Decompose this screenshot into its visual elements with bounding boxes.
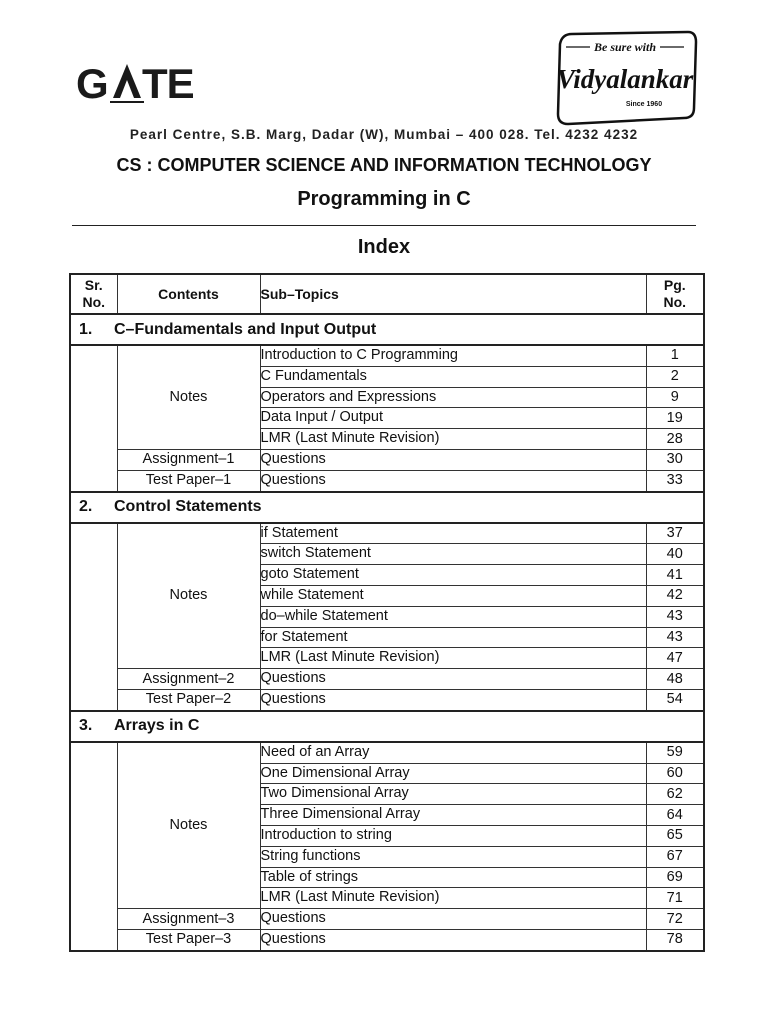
table-row	[70, 742, 704, 763]
page-number-cell: 65	[646, 825, 704, 846]
section-number: 3.	[79, 717, 93, 735]
section-number: 2.	[79, 498, 93, 516]
header-contents: Contents	[117, 274, 260, 314]
page-number-cell: 30	[646, 449, 704, 470]
subtopic-cell: LMR (Last Minute Revision)	[260, 648, 646, 669]
gate-logo	[76, 60, 198, 106]
section-title	[70, 314, 704, 345]
table-row	[70, 929, 704, 950]
table-row	[70, 689, 704, 710]
section-title	[70, 492, 704, 523]
subtopic-cell: One Dimensional Array	[260, 763, 646, 784]
page-number-cell: 28	[646, 429, 704, 450]
subtopic-cell: LMR (Last Minute Revision)	[260, 429, 646, 450]
page-number-cell: 19	[646, 408, 704, 429]
page-number-cell: 72	[646, 909, 704, 930]
page-number-cell: 62	[646, 784, 704, 805]
subtopic-cell: while Statement	[260, 585, 646, 606]
section-number: 1.	[79, 320, 93, 338]
section-row	[70, 492, 704, 523]
notes-label: Notes	[117, 742, 260, 909]
page-number-cell: 60	[646, 763, 704, 784]
header-sr-no: Sr. No.	[70, 274, 117, 314]
course-title: CS : COMPUTER SCIENCE AND INFORMATION TECHNOLOGY	[116, 155, 652, 175]
subtopic-cell: LMR (Last Minute Revision)	[260, 888, 646, 909]
section-title-text: Control Statements	[114, 498, 262, 516]
page-number-cell: 64	[646, 805, 704, 826]
subtopic-cell: String functions	[260, 846, 646, 867]
page-number-cell: 59	[646, 742, 704, 763]
page-number-cell: 54	[646, 689, 704, 710]
assignment-label: Assignment–3	[117, 909, 260, 930]
test-paper-label: Test Paper–2	[117, 689, 260, 710]
subtopic-cell: goto Statement	[260, 565, 646, 586]
section-row	[70, 314, 704, 345]
subtopic-cell: Questions	[260, 909, 646, 930]
subject-title: Programming in C	[297, 188, 471, 210]
page-number-cell: 48	[646, 669, 704, 690]
page-number-cell: 9	[646, 387, 704, 408]
subtopic-cell: Introduction to string	[260, 825, 646, 846]
address-line: Pearl Centre, S.B. Marg, Dadar (W), Mumbai – 400 028. Tel. 4232 4232	[129, 127, 639, 142]
sr-no-cell	[70, 742, 117, 951]
page-number-cell: 1	[646, 345, 704, 366]
page-number-cell: 43	[646, 606, 704, 627]
table-row	[70, 449, 704, 470]
table-row	[70, 345, 704, 366]
page-number-cell: 37	[646, 523, 704, 544]
divider	[72, 225, 696, 226]
subtopic-cell: Need of an Array	[260, 742, 646, 763]
test-paper-label: Test Paper–3	[117, 929, 260, 950]
page-number-cell: 42	[646, 585, 704, 606]
subtopic-cell: Questions	[260, 929, 646, 950]
subtopic-cell: C Fundamentals	[260, 366, 646, 387]
page-number-cell: 71	[646, 888, 704, 909]
subtopic-cell: if Statement	[260, 523, 646, 544]
subtopic-cell: Data Input / Output	[260, 408, 646, 429]
subtopic-cell: Two Dimensional Array	[260, 784, 646, 805]
section-title	[70, 711, 704, 742]
page-number-cell: 69	[646, 867, 704, 888]
svg-text:G: G	[76, 60, 108, 106]
section-row	[70, 711, 704, 742]
table-row	[70, 669, 704, 690]
subtopic-cell: for Statement	[260, 627, 646, 648]
brand-tagline: Be sure with	[593, 40, 657, 54]
page-number-cell: 67	[646, 846, 704, 867]
subtopic-cell: Table of strings	[260, 867, 646, 888]
table-row	[70, 470, 704, 491]
subtopic-cell: Questions	[260, 449, 646, 470]
svg-text:TE: TE	[142, 60, 194, 106]
assignment-label: Assignment–1	[117, 449, 260, 470]
notes-label: Notes	[117, 345, 260, 449]
sr-no-cell	[70, 345, 117, 492]
notes-label: Notes	[117, 523, 260, 669]
subtopic-cell: Operators and Expressions	[260, 387, 646, 408]
table-row	[70, 523, 704, 544]
index-table	[69, 273, 705, 952]
index-title: Index	[357, 236, 411, 258]
header-subtopics: Sub–Topics	[260, 274, 646, 314]
subtopic-cell: Three Dimensional Array	[260, 805, 646, 826]
page-number-cell: 43	[646, 627, 704, 648]
table-header-row	[70, 274, 704, 314]
subtopic-cell: Questions	[260, 470, 646, 491]
brand-name: Vidyalankar	[556, 64, 694, 94]
page-number-cell: 40	[646, 544, 704, 565]
subtopic-cell: Questions	[260, 669, 646, 690]
header-page-no: Pg. No.	[646, 274, 704, 314]
test-paper-label: Test Paper–1	[117, 470, 260, 491]
subtopic-cell: do–while Statement	[260, 606, 646, 627]
table-row	[70, 909, 704, 930]
section-title-text: Arrays in C	[114, 717, 200, 735]
section-title-text: C–Fundamentals and Input Output	[114, 320, 377, 338]
vidyalankar-logo	[552, 30, 698, 126]
assignment-label: Assignment–2	[117, 669, 260, 690]
subtopic-cell: Questions	[260, 689, 646, 710]
page-number-cell: 41	[646, 565, 704, 586]
page-number-cell: 47	[646, 648, 704, 669]
brand-since: Since 1960	[625, 101, 663, 108]
page-number-cell: 2	[646, 366, 704, 387]
subtopic-cell: Introduction to C Programming	[260, 345, 646, 366]
sr-no-cell	[70, 523, 117, 711]
page-number-cell: 33	[646, 470, 704, 491]
subtopic-cell: switch Statement	[260, 544, 646, 565]
page-number-cell: 78	[646, 929, 704, 950]
